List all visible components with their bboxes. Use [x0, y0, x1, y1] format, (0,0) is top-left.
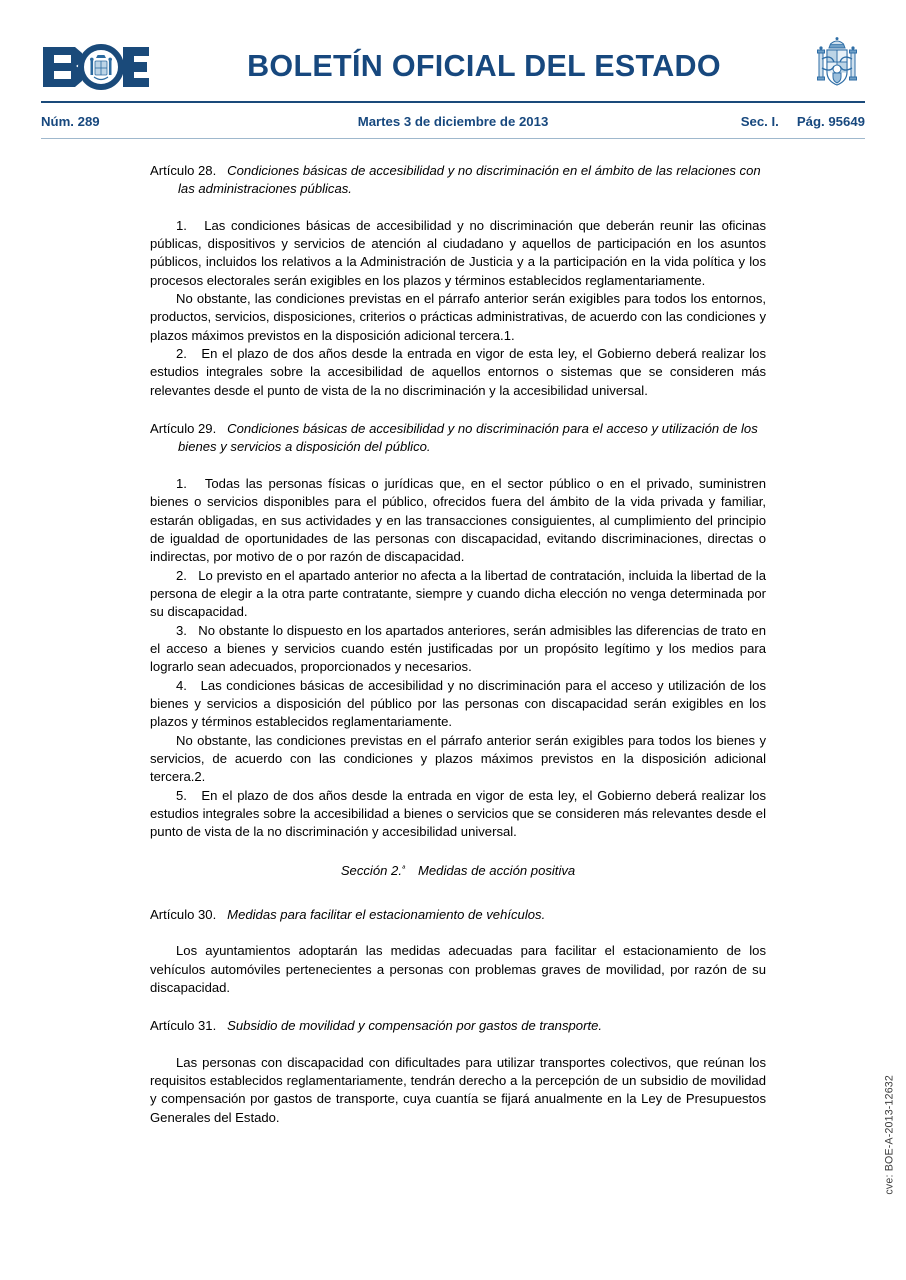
paragraph-number: 2.: [176, 346, 187, 362]
paragraph: [150, 217, 766, 290]
article-heading-30: [150, 906, 766, 924]
section-heading-label: Sección 2.: [340, 862, 402, 878]
paragraph-number: 5.: [176, 787, 187, 803]
paragraph-text: Las personas con discapacidad con dificultades para utilizar transportes colectivos, que reúnan los requisitos establecidos reglamentariamente, tendrán derecho a la percepción de un subsidio de movilidad y compensación por gastos de transporte, cuya cuantía se fijará anualmente en la Ley de Presupuestos Generales del Estado.: [150, 1054, 766, 1125]
paragraph: [150, 942, 766, 997]
article-label-30: Artículo 30.: [150, 907, 217, 923]
article-heading-29: [150, 420, 766, 457]
paragraph-number: 1.: [176, 217, 187, 233]
paragraph-number: 1.: [176, 475, 187, 491]
paragraph-text: Las condiciones básicas de accesibilidad y no discriminación que deberán reunir las oficinas públicas, dispositivos y servicios de atención al ciudadano y aquellos de participación en los asuntos públicos, incluidos los relativos a la Administración de Justicia y a la participación en la vida política y los procesos electorales serán exigibles en los plazos y términos establecidos reglamentariamente.: [150, 217, 766, 288]
section-heading: [150, 862, 766, 880]
paragraph: [150, 290, 766, 345]
paragraph: [150, 345, 766, 400]
article-label-29: Artículo 29.: [150, 421, 217, 437]
document-body: [150, 162, 766, 1127]
paragraph: [150, 475, 766, 567]
paragraph-text: En el plazo de dos años desde la entrada en vigor de esta ley, el Gobierno deberá realizar los estudios integrales sobre la accesibilidad a bienes o servicios que se consideren más relevantes desde el punto de vista de la no discriminación y accesibilidad universal.: [150, 787, 766, 840]
article-label-28: Artículo 28.: [150, 163, 217, 178]
page-title: BOLETÍN OFICIAL DEL ESTADO: [247, 49, 721, 83]
paragraph: [150, 787, 766, 842]
paragraph-text: No obstante, las condiciones previstas en el párrafo anterior serán exigibles para todos los bienes y servicios, de acuerdo con las condiciones y plazos máximos previstos en la disposición adicional tercera.2.: [150, 732, 766, 785]
paragraph: [150, 567, 766, 622]
paragraph-number: 4.: [176, 677, 187, 693]
article-title-31: Subsidio de movilidad y compensación por gastos de transporte.: [227, 1018, 602, 1034]
paragraph: [150, 677, 766, 732]
paragraph-number: 3.: [176, 622, 187, 638]
article-heading-28: [150, 162, 766, 199]
paragraph-text: Las condiciones básicas de accesibilidad y no discriminación para el acceso y utilización de los bienes y servicios a disposición del público por las personas con discapacidad serán exigibles en los plazos y términos establecidos reglamentariamente.: [150, 677, 767, 730]
spain-coat-of-arms-icon: [809, 35, 865, 99]
article-title-30: Medidas para facilitar el estacionamiento de vehículos.: [227, 907, 546, 923]
paragraph-number: 2.: [176, 567, 187, 583]
issue-date: Martes 3 de diciembre de 2013: [357, 113, 549, 129]
paragraph: [150, 1054, 766, 1127]
paragraph-text: En el plazo de dos años desde la entrada en vigor de esta ley, el Gobierno deberá realizar los estudios integrales sobre la accesibilidad de aquellos entornos o sistemas que se consideren más relevantes desde el punto de vista de la no discriminación y la accesibilidad universal.: [150, 346, 766, 398]
paragraph: [150, 732, 766, 787]
paragraph: [150, 622, 766, 677]
header-rule-top: [41, 101, 865, 103]
issue-number: Núm. 289: [41, 113, 100, 129]
section-heading-title: Medidas de acción positiva: [417, 862, 576, 878]
page-number: Pág. 95649: [796, 113, 865, 129]
paragraph-text: Todas las personas físicas o jurídicas que, en el sector público o en el privado, suministren bienes o servicios disponibles para el público, ofrecidos fuera del ámbito de la vida privada y familiar, estarán obligadas, en sus actividades y en las transacciones consiguientes, al cumplimiento del principio de igualdad de oportunidades de las personas con discapacidad, evitando discriminaciones, directas o indirectas, por motivo de o por razón de discapacidad.: [150, 475, 766, 565]
paragraph-text: No obstante lo dispuesto en los apartados anteriores, serán admisibles las diferencias de trato en el acceso a bienes y servicios cuando estén justificadas por un propósito legítimo y los medios para lograrlo sean adecuados, proporcionados y necesarios.: [150, 622, 766, 675]
cve-identifier: cve: BOE-A-2013-12632: [884, 1075, 896, 1195]
header-bar: [41, 106, 865, 136]
masthead: [41, 33, 865, 100]
article-heading-31: [150, 1017, 766, 1035]
article-title-29: Condiciones básicas de accesibilidad y no discriminación para el acceso y utilización de los bienes y servicios a disposición del público.: [178, 421, 758, 455]
section-ordinal-suffix: ª: [401, 863, 405, 873]
paragraph-text: Lo previsto en el apartado anterior no afecta a la libertad de contratación, incluida la libertad de la persona de elegir a la otra parte contratante, siempre y cuando dicha elección no venga determinada por su discapacidad.: [150, 567, 767, 620]
article-title-28: Condiciones básicas de accesibilidad y no discriminación en el ámbito de las relaciones con las administraciones públicas.: [178, 163, 761, 197]
header-rule-bottom: [41, 138, 865, 139]
section-label: Sec. I.: [740, 113, 779, 129]
header-right-group: [625, 114, 865, 129]
article-label-31: Artículo 31.: [150, 1018, 217, 1034]
paragraph-text: Los ayuntamientos adoptarán las medidas adecuadas para facilitar el estacionamiento de los vehículos automóviles pertenecientes a personas con problemas graves de movilidad, por razón de su discapacidad.: [150, 943, 766, 996]
paragraph-text: No obstante, las condiciones previstas en el párrafo anterior serán exigibles para todos los entornos, productos, servicios, disposiciones, criterios o prácticas administrativas, de acuerdo con las condiciones y plazos máximos previstos en la disposición adicional tercera.1.: [150, 291, 766, 343]
boe-logo-icon: [41, 41, 151, 93]
